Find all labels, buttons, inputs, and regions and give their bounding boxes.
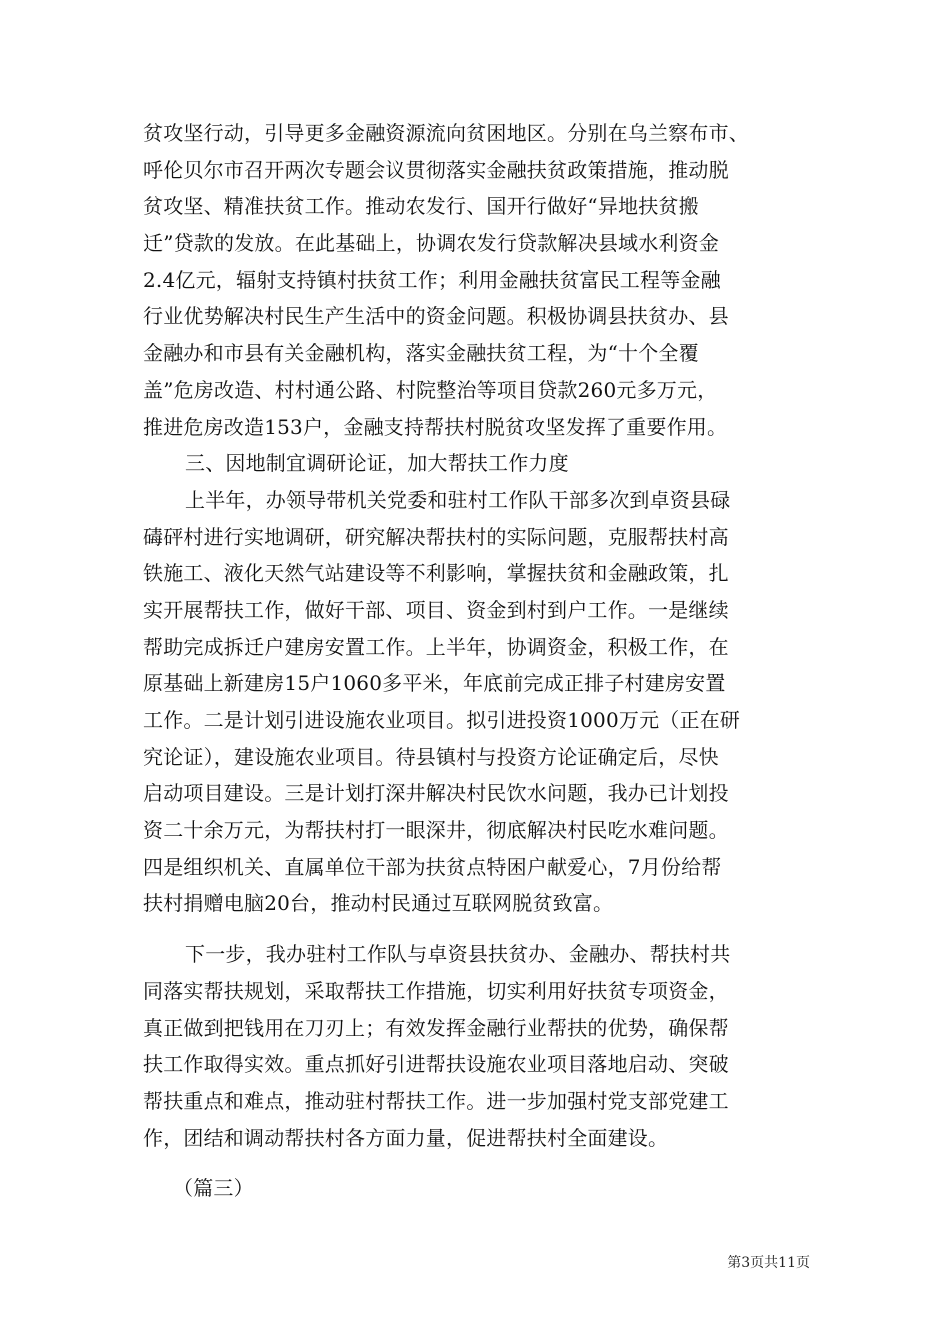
text-line: 帮扶重点和难点，推动驻村帮扶工作。进一步加强村党支部党建工 (143, 1088, 729, 1113)
section-heading: 三、因地制宜调研论证，加大帮扶工作力度 (185, 451, 569, 476)
text-line: 2.4亿元，辐射支持镇村扶贫工作；利用金融扶贫富民工程等金融 (143, 267, 721, 292)
page-number: 第3页共11页 (727, 1255, 810, 1271)
text-line: 碡砰村进行实地调研，研究解决帮扶村的实际问题，克服帮扶村高 (143, 524, 729, 549)
paragraph-start: 上半年，办领导带机关党委和驻村工作队干部多次到卓资县碌 (185, 487, 731, 512)
text-line: 扶工作取得实效。重点抓好引进帮扶设施农业项目落地启动、突破 (143, 1052, 729, 1077)
text-line: 迁”贷款的发放。在此基础上，协调农发行贷款解决县域水利资金 (143, 231, 720, 256)
part-marker: （篇三） (173, 1176, 254, 1201)
text-line: 扶村捐赠电脑20台，推动村民通过互联网脱贫致富。 (143, 891, 614, 916)
text-line: 铁施工、液化天然气站建设等不利影响，掌握扶贫和金融政策，扎 (143, 561, 729, 586)
text-line: 帮助完成拆迁户建房安置工作。上半年，协调资金，积极工作，在 (143, 634, 729, 659)
text-line: 启动项目建设。三是计划打深井解决村民饮水问题，我办已计划投 (143, 781, 729, 806)
text-line: 究论证），建设施农业项目。待县镇村与投资方论证确定后，尽快 (143, 744, 719, 769)
text-line: 盖”危房改造、村村通公路、村院整治等项目贷款260元多万元， (143, 377, 718, 402)
document-body (143, 115, 809, 1207)
text-line: 贫攻坚行动，引导更多金融资源流向贫困地区。分别在乌兰察布市、 (143, 121, 749, 145)
text-line: 贫攻坚、精准扶贫工作。推动农发行、国开行做好“异地扶贫搬 (143, 194, 699, 219)
text-line: 推进危房改造153户，金融支持帮扶村脱贫攻坚发挥了重要作用。 (143, 414, 728, 439)
text-line: 同落实帮扶规划，采取帮扶工作措施，切实利用好扶贫专项资金， (143, 978, 729, 1003)
text-line: 作，团结和调动帮扶村各方面力量，促进帮扶村全面建设。 (143, 1125, 669, 1150)
text-line: 金融办和市县有关金融机构，落实金融扶贫工程，为“十个全覆 (143, 341, 699, 366)
text-line: 四是组织机关、直属单位干部为扶贫点特困户献爱心，7月份给帮 (143, 854, 722, 879)
text-line: 工作。二是计划引进设施农业项目。拟引进投资1000万元（正在研 (143, 708, 741, 732)
paragraph-start: 下一步，我办驻村工作队与卓资县扶贫办、金融办、帮扶村共 (185, 942, 731, 967)
text-line: 原基础上新建房15户1060多平米，年底前完成正排子村建房安置 (143, 671, 726, 696)
text-line: 实开展帮扶工作，做好干部、项目、资金到村到户工作。一是继续 (143, 597, 729, 622)
text-line: 真正做到把钱用在刀刃上；有效发挥金融行业帮扶的优势，确保帮 (143, 1015, 729, 1040)
text-line: 资二十余万元，为帮扶村打一眼深井，彻底解决村民吃水难问题。 (143, 818, 729, 843)
text-line: 呼伦贝尔市召开两次专题会议贯彻落实金融扶贫政策措施，推动脱 (143, 157, 729, 182)
text-line: 行业优势解决村民生产生活中的资金问题。积极协调县扶贫办、县 (143, 304, 729, 329)
